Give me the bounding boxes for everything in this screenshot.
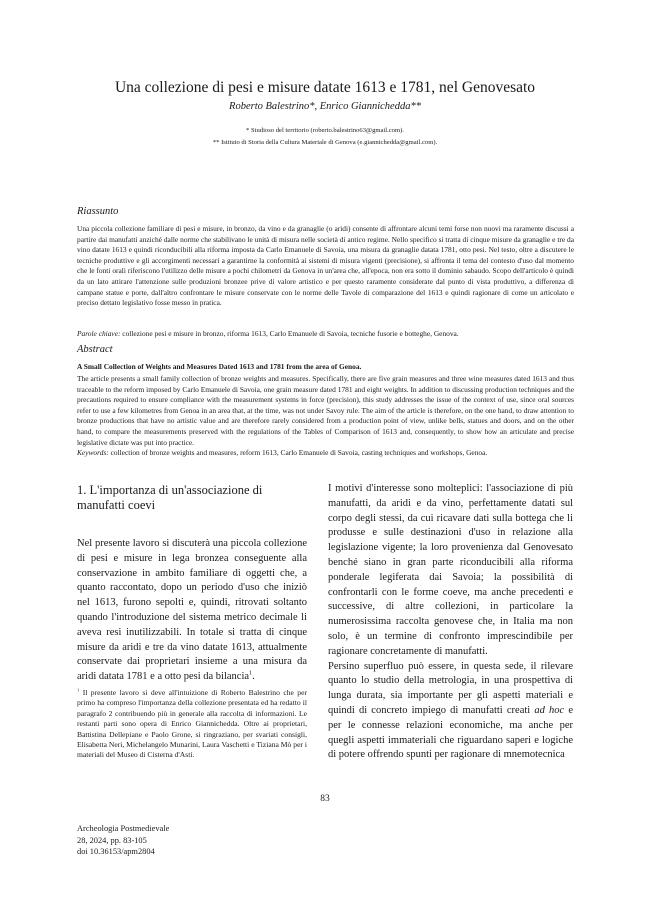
right-paragraph-2 bbox=[328, 660, 573, 764]
journal-info bbox=[77, 823, 169, 858]
keywords-italian bbox=[77, 329, 574, 340]
keywords-italian-label: Parole chiave: bbox=[77, 329, 121, 338]
footnote-number: 1 bbox=[77, 687, 80, 693]
footnote-text: Il presente lavoro si deve all'intuizione di Roberto Balestrino che per primo ha compreso l'importanza della collezione presentata ed ha redatto il paragrafo 2 contribuendo più in generale alla raccolta di informazioni. Le restanti parti sono opera di Enrico Giannichedda. Oltre ai proprietari, Battistina Dellepiane e Paolo Grone, si ringraziano, per svariati consigli, Elisabetta Neri, Michelangelo Munarini, Laura Vaschetti e Tiziana Mò per i materiali del Museo di Cisterna d'Asti. bbox=[77, 688, 307, 760]
abstract-heading: Abstract bbox=[77, 344, 113, 355]
right-paragraph-2-italic: ad hoc bbox=[534, 704, 565, 716]
riassunto-heading: Riassunto bbox=[77, 206, 119, 217]
riassunto-body: Una piccola collezione familiare di pesi e misure, in bronzo, da vino e da granaglie (o aridi) consente di affrontare alcuni temi forse non nuovi ma raramente discussi a partire dai manufatti anziché dalle norme che stabilivano le unità di misura nelle società di antico regime. Nello specifico si tratta di cinque misure da granaglie e tre da vino datate 1613 e quindi riconducibili alla riforma imposta da Carlo Emanuele di Savoia, una misura da granaglie datata 1781, otto pesi. Nel testo, oltre a discutere le tecniche produttive e gli accorgimenti necessari a garantirne la conformità ai sistemi di misura vigenti (precisione), si affronta il tema del contesto d'uso dal momento che le fonti orali riferiscono l'utilizzo delle misure a pochi chilometri da Genova in un'area che, all'epoca, non era sotto il dominio sabaudo. Scopo dell'articolo è quindi da un lato attirare l'attenzione sulle produzioni bronzee prive di valore artistico e per questo raramente considerate dal punto di vista produttivo, a differenza di campane statue e porte, dall'altro confrontare le misure conservate con le norme delle Tavole di comparazione del 1613 e quindi ragionare di come un articolato e preciso dettato legislativo fosse messo in pratica. bbox=[77, 224, 574, 308]
journal-name: Archeologia Postmedievale bbox=[77, 824, 170, 833]
left-paragraph-text: Nel presente lavoro si discuterà una piccola collezione di pesi e misure in lega bronzea conseguente alla conservazione in ambito familiare di oggetti che, a quanto raccontato, dopo un periodo d'uso che iniziò nel 1613, furono sepolti e, quindi, ritrovati soltanto quando l'introduzione del sistema metrico decimale li aveva resi inutilizzabili. In totale si tratta di cinque misure da aridi e tre da vino datate 1613, attualmente conservate dai proprietari insieme a una misura da aridi datata 1781 e a otto pesi da bilancia bbox=[77, 538, 307, 683]
footnote bbox=[77, 688, 307, 761]
keywords-english bbox=[77, 448, 574, 459]
affiliation-2: ** Istituto di Storia della Cultura Materiale di Genova (e.giannichedda@gmail.com). bbox=[212, 139, 438, 146]
affiliation-1: * Studioso del territorio (roberto.balestrino63@gmail.com). bbox=[246, 127, 404, 134]
paper-title: Una collezione di pesi e misure datate 1613 e 1781, nel Genovesato bbox=[114, 79, 536, 96]
abstract-title: A Small Collection of Weights and Measures Dated 1613 and 1781 from the area of Genoa. bbox=[77, 362, 362, 371]
left-column-paragraph bbox=[77, 537, 307, 685]
right-paragraph-1: I motivi d'interesse sono molteplici: l'associazione di più manufatti, da aridi e da vino, perfettamente datati sul corpo degli stessi, da cui ricavare dati sulla bottega che li produsse e sulle destinazioni d'uso in relazione alla legislazione vigente; la loro provenienza dal Genovesato benché siano in gran parte riconducibili alla riforma ponderale legiferata dai Savoia; la possibilità di confrontarli con le forme coeve, ma anche precedenti e successive, di altre collezioni, in particolare la numerosissima raccolta genovese che, in Italia ma non solo, è un termine di confronto imprescindibile per ragionare concretamente di manufatti. bbox=[328, 483, 573, 657]
page-number: 83 bbox=[320, 794, 330, 804]
left-paragraph-end: . bbox=[252, 671, 255, 683]
journal-doi: doi 10.36153/apm2804 bbox=[77, 847, 155, 856]
right-paragraph-2-end: e per le connesse relazioni economiche, ma anche per quegli aspetti immateriali che riguardano saperi e logiche di potere offrendo spunti per ragionare di mnemotecnica bbox=[328, 704, 574, 761]
authors: Roberto Balestrino*, Enrico Giannichedda** bbox=[229, 101, 421, 112]
journal-volume: 28, 2024, pp. 83-105 bbox=[77, 835, 147, 845]
right-paragraph-2-start: Persino superfluo può essere, in questa sede, il rilevare quanto lo studio della metrologia, in una prospettiva di lunga durata, sia importante per gli aspetti materiali e quindi di concreto impiego di manufatti creati bbox=[328, 660, 573, 716]
keywords-english-label: Keywords: bbox=[77, 448, 109, 457]
abstract-body: The article presents a small family collection of bronze weights and measures. Specifically, there are five grain measures and three wine measures dated 1613 and thus traceable to the reform imposed by Carlo Emanuele di Savoia, one grain measure dated 1781 and eight weights. In addition to discussing production techniques and the precautions required to ensure compliance with the measurement systems in force (precision), this study addresses the issue of the context of use, since oral sources refer to use a few kilometres from Genoa in an area that, at the time, was not under Savoy rule. The aim of the article is therefore, on the one hand, to draw attention to bronze productions that have no artistic value and are therefore rarely considered from a production point of view, unlike bells, statues and doors, and on the other hand, to compare the measurements preserved with the regulations of the Tables of Comparison of 1613 and, consequently, to show how an articulate and precise legislative dictate was put into practice. bbox=[77, 374, 574, 447]
right-column bbox=[328, 482, 573, 763]
section-1-title: 1. L'importanza di un'associazione di manufatti coevi bbox=[77, 483, 263, 512]
footnote-reference: 1 bbox=[249, 669, 253, 677]
keywords-italian-text: collezione pesi e misure in bronzo, riforma 1613, Carlo Emanuele di Savoia, tecniche fusorie e botteghe, Genova. bbox=[120, 329, 459, 338]
keywords-english-text: collection of bronze weights and measures, reform 1613, Carlo Emanuele di Savoia, casting techniques and workshops, Genoa. bbox=[108, 448, 488, 457]
